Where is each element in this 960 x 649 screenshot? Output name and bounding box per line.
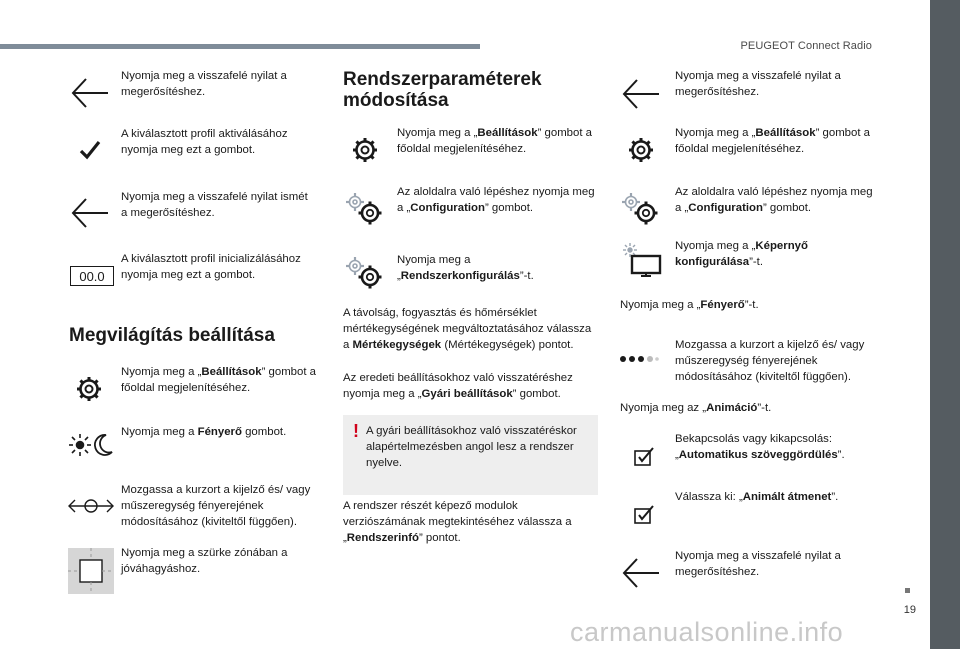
settings-gear-icon — [76, 376, 102, 402]
checkbox-icon — [632, 446, 656, 468]
page-number: 19 — [903, 604, 916, 616]
instruction-text: Nyomja meg a szürke zónában a jóváhagyáshoz. — [121, 547, 288, 575]
reset-counter-icon — [70, 266, 114, 286]
page-header-title: PEUGEOT Connect Radio — [740, 40, 872, 52]
instruction-text: Válassza ki: „Animált átmenet”. — [675, 491, 839, 503]
section-title-lighting: Megvilágítás beállítása — [69, 325, 275, 346]
instruction-text: Nyomja meg a „Beállítások” gombot a főoldal megjelenítéséhez. — [675, 127, 871, 155]
instruction-text: Nyomja meg a Fényerő gombot. — [121, 426, 287, 438]
animation-line: Nyomja meg az „Animáció”-t. — [620, 402, 772, 414]
instruction-text: Nyomja meg a „Beállítások” gombot a főoldal megjelenítéséhez. — [397, 127, 593, 155]
instruction-text: Nyomja meg a visszafelé nyilat a megerősítéshez. — [121, 70, 287, 98]
settings-gear-icon — [627, 136, 655, 164]
reset-counter-label: 00.0 — [79, 268, 105, 284]
back-arrow-icon — [68, 76, 112, 110]
instruction-text: A kiválasztott profil inicializálásához nyomja meg ezt a gombot. — [121, 253, 301, 281]
section-title-line: Rendszerparaméterek — [343, 69, 542, 90]
section-title-line: módosítása — [343, 90, 449, 111]
instruction-text: Bekapcsolás vagy kikapcsolás: „Automatikus szöveggördülés”. — [675, 433, 845, 461]
warning-note-text: A gyári beállításokhoz való visszatéréskor alapértelmezésben angol lesz a rendszer nyelve. — [366, 425, 577, 469]
slider-cursor-icon — [68, 494, 114, 518]
instruction-text: Nyomja meg a „Képernyő konfigurálása”-t. — [675, 240, 808, 268]
grey-zone-icon — [68, 548, 114, 594]
instruction-text: Nyomja meg a „Rendszerkonfigurálás”-t. — [397, 254, 534, 282]
page-marker — [905, 588, 910, 593]
instruction-text: Nyomja meg a visszafelé nyilat a megerősítéshez. — [675, 70, 841, 98]
configuration-gears-icon — [345, 192, 385, 228]
back-arrow-icon — [619, 556, 663, 590]
section-title-system — [343, 69, 542, 111]
instruction-text: Nyomja meg a visszafelé nyilat ismét a megerősítéshez. — [121, 191, 308, 219]
checkmark-icon — [78, 138, 102, 162]
instruction-text: A kiválasztott profil aktiválásához nyomja meg ezt a gombot. — [121, 128, 288, 156]
header-rule — [0, 44, 480, 49]
instruction-text: Az aloldalra való lépéshez nyomja meg a „Configuration” gombot. — [397, 186, 595, 214]
instruction-text: Nyomja meg a „Beállítások” gombot a főoldal megjelenítéséhez. — [121, 366, 317, 394]
brightness-dots-icon — [619, 353, 659, 365]
configuration-gears-icon — [621, 192, 661, 228]
instruction-text: Az aloldalra való lépéshez nyomja meg a „Configuration” gombot. — [675, 186, 873, 214]
system-info-paragraph: A rendszer részét képező modulok verziószámának megtekintéséhez válassza a „Rendszerinfó” pontot. — [343, 500, 572, 544]
factory-reset-paragraph: Az eredeti beállításokhoz való visszatéréshez nyomja meg a „Gyári beállítások” gombot. — [343, 372, 573, 400]
back-arrow-icon — [68, 196, 112, 230]
side-tab — [930, 0, 960, 649]
warning-mark: ! — [353, 421, 359, 441]
day-night-icon — [68, 432, 114, 458]
watermark: carmanualsonline.info — [570, 617, 844, 647]
warning-note — [343, 415, 598, 495]
configuration-gears-icon — [345, 256, 385, 292]
units-paragraph: A távolság, fogyasztás és hőmérséklet mértékegységének megváltoztatásához válassza a Mértékegységek (Mértékegységek) pontot. — [343, 307, 592, 351]
checkbox-icon — [632, 504, 656, 526]
screen-brightness-icon — [621, 242, 663, 278]
settings-gear-icon — [351, 136, 379, 164]
brightness-line: Nyomja meg a „Fényerő”-t. — [620, 299, 759, 311]
instruction-text: Mozgassa a kurzort a kijelző és/ vagy műszeregység fényerejének módosításához (kiviteltől függően). — [121, 484, 311, 528]
back-arrow-icon — [619, 77, 663, 111]
instruction-text: Mozgassa a kurzort a kijelző és/ vagy műszeregység fényerejének módosításához (kiviteltől függően). — [675, 339, 865, 383]
instruction-text: Nyomja meg a visszafelé nyilat a megerősítéshez. — [675, 550, 841, 578]
